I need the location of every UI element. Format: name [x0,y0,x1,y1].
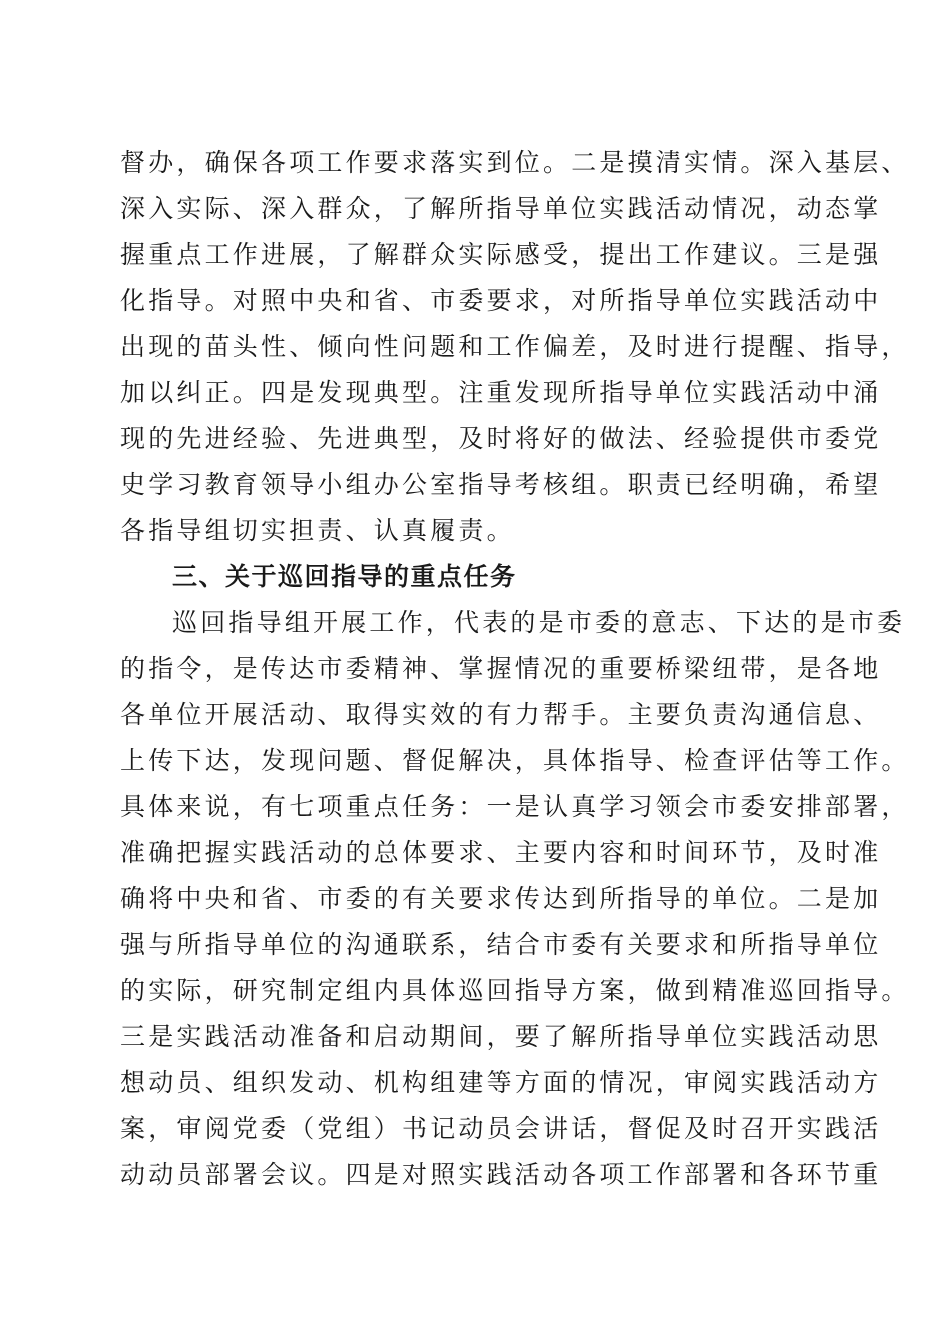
paragraph-1-line: 深入实际、深入群众，了解所指导单位实践活动情况，动态掌 [120,194,882,223]
paragraph-2-line: 具体来说，有七项重点任务：一是认真学习领会市委安排部署， [120,792,910,821]
paragraph-1-line: 化指导。对照中央和省、市委要求，对所指导单位实践活动中 [120,286,882,315]
paragraph-1-line: 出现的苗头性、倾向性问题和工作偏差，及时进行提醒、指导， [120,332,910,361]
paragraph-2-line: 的指令，是传达市委精神、掌握情况的重要桥梁纽带，是各地 [120,654,882,683]
paragraph-1-line: 史学习教育领导小组办公室指导考核组。职责已经明确，希望 [120,470,882,499]
paragraph-2-line: 三是实践活动准备和启动期间，要了解所指导单位实践活动思 [120,1022,882,1051]
paragraph-1-line: 加以纠正。四是发现典型。注重发现所指导单位实践活动中涌 [120,378,882,407]
paragraph-2-line: 巡回指导组开展工作，代表的是市委的意志、下达的是市委 [172,608,906,637]
paragraph-2-line: 案，审阅党委（党组）书记动员会讲话，督促及时召开实践活 [120,1114,882,1143]
paragraph-2-line: 强与所指导单位的沟通联系，结合市委有关要求和所指导单位 [120,930,882,959]
paragraph-2-line: 各单位开展活动、取得实效的有力帮手。主要负责沟通信息、 [120,700,882,729]
paragraph-2-line: 动动员部署会议。四是对照实践活动各项工作部署和各环节重 [120,1160,882,1189]
paragraph-1-line: 握重点工作进展，了解群众实际感受，提出工作建议。三是强 [120,240,882,269]
paragraph-2-line: 上传下达，发现问题、督促解决，具体指导、检查评估等工作。 [120,746,910,775]
paragraph-2-line: 准确把握实践活动的总体要求、主要内容和时间环节，及时准 [120,838,882,867]
paragraph-1-line: 督办，确保各项工作要求落实到位。二是摸清实情。深入基层、 [120,148,910,177]
paragraph-1-line: 各指导组切实担责、认真履责。 [120,516,515,545]
paragraph-2-line: 确将中央和省、市委的有关要求传达到所指导的单位。二是加 [120,884,882,913]
paragraph-2-line: 的实际，研究制定组内具体巡回指导方案，做到精准巡回指导。 [120,976,910,1005]
paragraph-1-line: 现的先进经验、先进典型，及时将好的做法、经验提供市委党 [120,424,882,453]
section-heading: 三、关于巡回指导的重点任务 [172,562,517,591]
paragraph-2-line: 想动员、组织发动、机构组建等方面的情况，审阅实践活动方 [120,1068,882,1097]
